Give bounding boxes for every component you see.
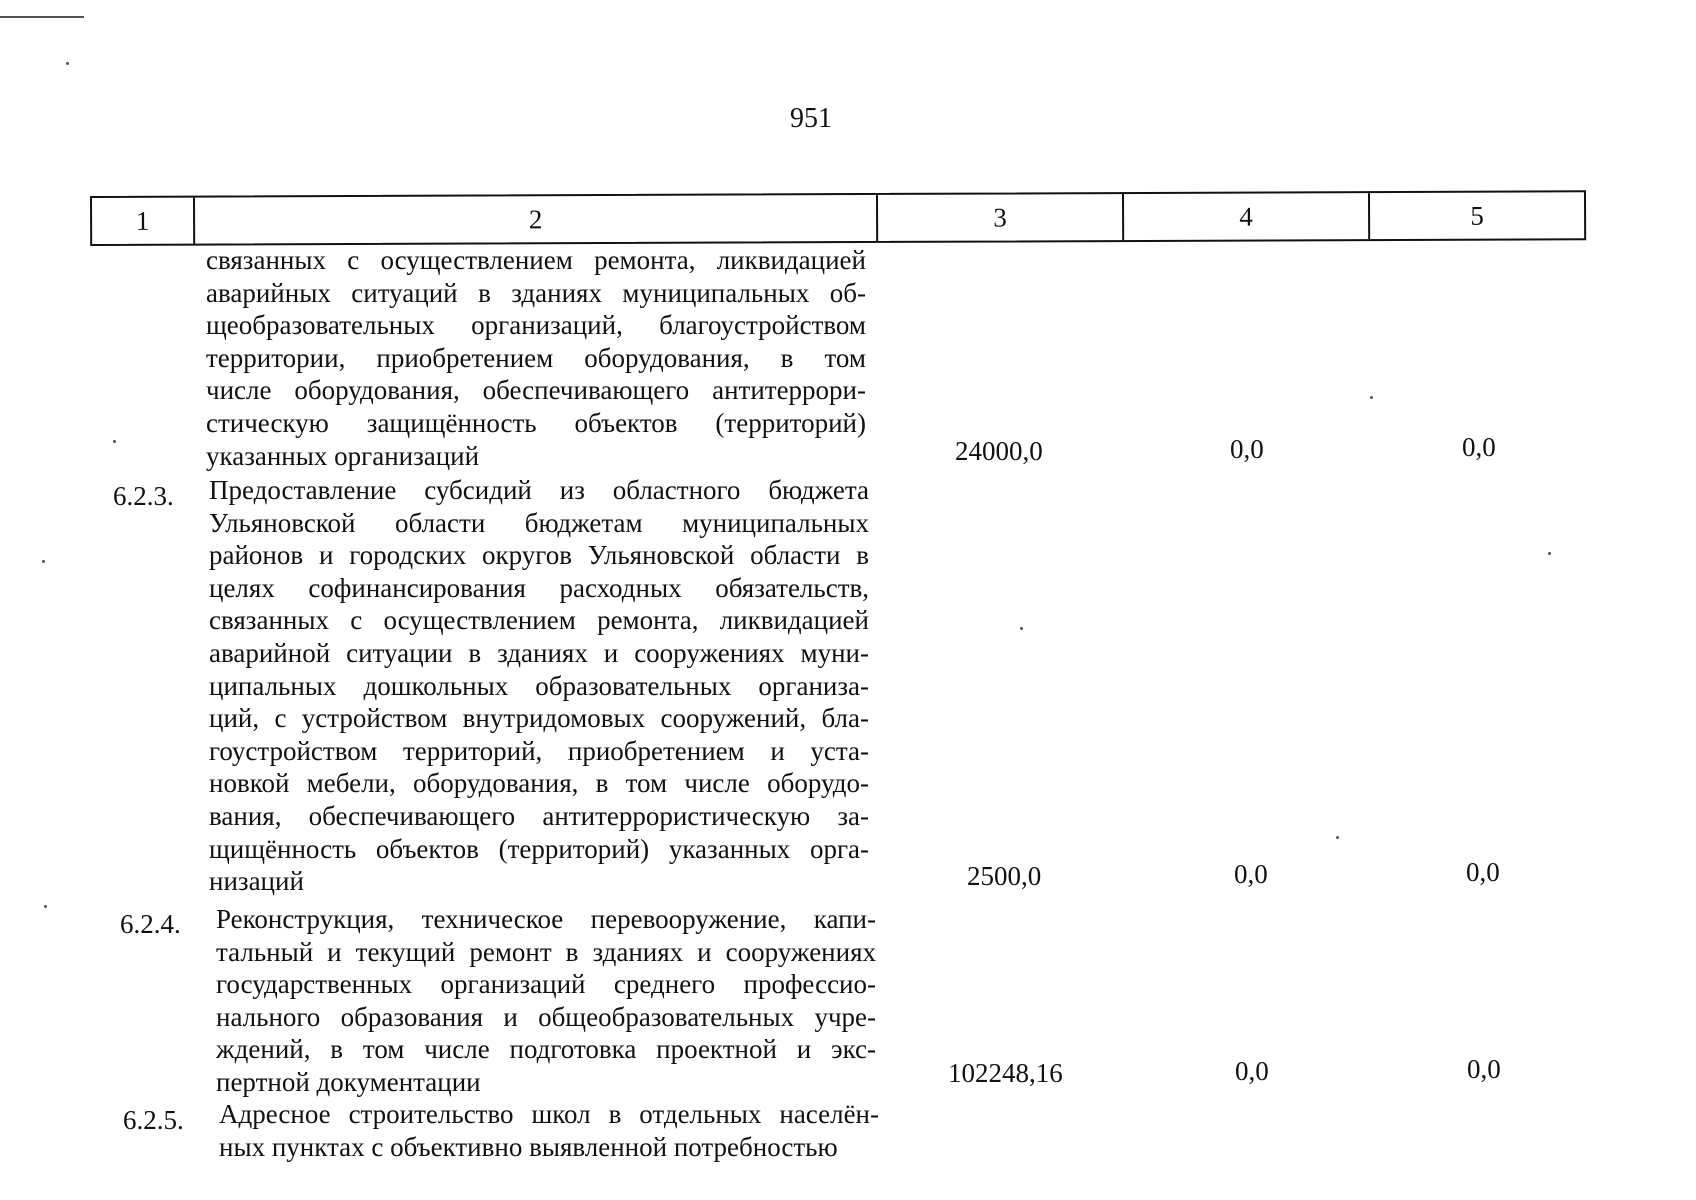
value-col5: 0,0 [1466, 857, 1500, 887]
text-line: ных пунктах с объективно выявленной потребностью [219, 1131, 838, 1162]
value-col4: 0,0 [1235, 1056, 1269, 1086]
header-cell-5: 5 [1470, 200, 1484, 231]
text-line: Ульяновской области бюджетам муниципальных [209, 507, 869, 538]
row-number: 6.2.4. [120, 909, 181, 939]
text-line: аварийных ситуаций в зданиях муниципальных об- [206, 277, 866, 308]
value-col4: 0,0 [1234, 859, 1268, 889]
scan-speck [1020, 627, 1023, 630]
text-line: вания, обеспечивающего антитеррористическую за- [209, 800, 869, 831]
text-line: щеобразовательных организаций, благоустройством [206, 310, 866, 341]
scan-speck [113, 440, 116, 443]
row-number: 6.2.5. [123, 1105, 184, 1135]
text-line: целях софинансирования расходных обязательств, [209, 572, 869, 603]
scan-speck [42, 560, 45, 563]
value-col4: 0,0 [1230, 434, 1264, 464]
row-description [206, 244, 866, 472]
value-col5: 0,0 [1467, 1054, 1501, 1084]
text-line: связанных с осуществлением ремонта, ликвидацией [209, 605, 869, 636]
text-line: указанных организаций [206, 440, 480, 471]
header-cell-1: 1 [92, 198, 195, 244]
text-line: Адресное строительство школ в отдельных населён- [219, 1099, 879, 1129]
text-line: районов и городских округов Ульяновской области в [209, 540, 869, 571]
scan-speck [1548, 552, 1551, 555]
text-line: аварийной ситуации в зданиях и сооружениях муни- [209, 637, 869, 668]
row-description [209, 474, 869, 898]
row-description [219, 1098, 879, 1163]
text-line: низаций [209, 866, 304, 897]
header-cell-2: 2 [195, 195, 878, 244]
row-number: 6.2.3. [113, 481, 174, 511]
text-line: нального образования и общеобразовательных учре- [216, 1001, 876, 1032]
text-line: стическую защищённость объектов (территорий) [206, 407, 866, 438]
text-line: территории, приобретением оборудования, в том [206, 342, 866, 373]
scan-speck [66, 62, 69, 65]
text-line: новкой мебели, оборудования, в том числе оборудо- [209, 768, 869, 799]
scan-speck [44, 905, 47, 908]
scan-speck [1370, 396, 1373, 399]
table-header-row [90, 190, 1586, 246]
text-line: ципальных дошкольных образовательных организа- [209, 670, 869, 701]
text-line: пертной документации [216, 1066, 481, 1097]
text-line: Реконструкция, техническое перевооружение, капи- [216, 904, 876, 934]
row-description [216, 903, 876, 1099]
scan-edge-mark [0, 16, 84, 18]
value-col3: 2500,0 [967, 861, 1042, 891]
page-number: 951 [790, 103, 832, 134]
text-line: тальный и текущий ремонт в зданиях и сооружениях [216, 936, 876, 967]
text-line: государственных организаций среднего профессио- [216, 969, 876, 1000]
header-cell-3: 3 [878, 194, 1124, 241]
value-col3: 24000,0 [955, 436, 1043, 466]
text-line: связанных с осуществлением ремонта, ликвидацией [206, 245, 866, 275]
text-line: ций, с устройством внутридомовых сооружений, бла- [209, 703, 869, 734]
scan-speck [1336, 836, 1339, 839]
text-line: гоустройством территорий, приобретением и уста- [209, 735, 869, 766]
text-line: числе оборудования, обеспечивающего антитеррори- [206, 375, 866, 406]
value-col5: 0,0 [1462, 432, 1496, 462]
text-line: Предоставление субсидий из областного бюджета [209, 475, 869, 505]
header-cell-4: 4 [1124, 193, 1370, 240]
value-col3: 102248,16 [948, 1058, 1063, 1088]
text-line: ждений, в том числе подготовка проектной и экс- [216, 1034, 876, 1065]
text-line: щищённость объектов (территорий) указанных орга- [209, 833, 869, 864]
